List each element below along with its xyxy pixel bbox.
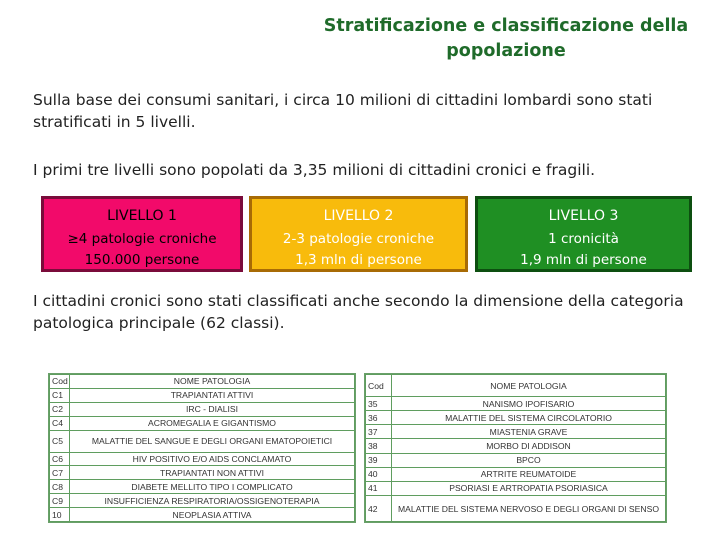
table-row	[366, 425, 666, 439]
table-row	[50, 388, 355, 402]
level-2-title: LIVELLO 2	[323, 208, 394, 224]
cell-code: 40	[366, 467, 392, 481]
cell-code: 41	[366, 481, 392, 495]
cell-name: MALATTIE DEL SISTEMA NERVOSO E DEGLI ORGANI DI SENSO	[392, 496, 666, 522]
cell-code: 37	[366, 425, 392, 439]
cell-code: 42	[366, 496, 392, 522]
level-2-line1: 2-3 patologie croniche	[282, 231, 435, 247]
table-row	[366, 481, 666, 495]
cell-code: 39	[366, 453, 392, 467]
level-1-line2: 150.000 persone	[84, 252, 200, 268]
column-header-cod: Cod	[366, 375, 392, 397]
cell-code: 36	[366, 411, 392, 425]
paragraph-stratification: Sulla base dei consumi sanitari, i circa 10 milioni di cittadini lombardi sono stati stratificati in 5 livelli.	[33, 91, 653, 131]
paragraph-classification: I cittadini cronici sono stati classificati anche secondo la dimensione della categoria patologica principale (62 classi).	[33, 292, 684, 332]
table-row	[50, 430, 355, 452]
table-row	[50, 466, 355, 480]
cell-name: NANISMO IPOFISARIO	[392, 397, 666, 411]
table-row	[50, 508, 355, 522]
cell-code: C6	[50, 452, 70, 466]
level-2-box	[249, 196, 468, 272]
cell-code: C5	[50, 430, 70, 452]
table-row	[50, 452, 355, 466]
cell-name: ACROMEGALIA E GIGANTISMO	[70, 416, 355, 430]
level-3-title: LIVELLO 3	[548, 208, 619, 224]
slide-title-line1: Stratificazione e classificazione della	[323, 16, 689, 36]
table-row	[366, 496, 666, 522]
cell-code: C8	[50, 480, 70, 494]
table-row	[366, 439, 666, 453]
table-row	[366, 397, 666, 411]
level-3-box	[475, 196, 692, 272]
cell-name: PSORIASI E ARTROPATIA PSORIASICA	[392, 481, 666, 495]
cell-name: ARTRITE REUMATOIDE	[392, 467, 666, 481]
paragraph-first-three-levels: I primi tre livelli sono popolati da 3,35 milioni di cittadini cronici e fragili.	[33, 161, 596, 179]
cell-name: TRAPIANTATI ATTIVI	[70, 388, 355, 402]
cell-code: C4	[50, 416, 70, 430]
table-row	[366, 411, 666, 425]
table-row	[50, 480, 355, 494]
level-1-line1: ≥4 patologie croniche	[67, 231, 217, 247]
column-header-name: NOME PATOLOGIA	[70, 375, 355, 389]
cell-name: TRAPIANTATI NON ATTIVI	[70, 466, 355, 480]
cell-name: MIASTENIA GRAVE	[392, 425, 666, 439]
cell-name: MALATTIE DEL SANGUE E DEGLI ORGANI EMATOPOIETICI	[70, 430, 355, 452]
level-1-box	[41, 196, 243, 272]
cell-name: HIV POSITIVO E/O AIDS CONCLAMATO	[70, 452, 355, 466]
slide-title	[300, 14, 712, 64]
table-row	[50, 494, 355, 508]
cell-code: 38	[366, 439, 392, 453]
column-header-name: NOME PATOLOGIA	[392, 375, 666, 397]
cell-name: MALATTIE DEL SISTEMA CIRCOLATORIO	[392, 411, 666, 425]
cell-name: MORBO DI ADDISON	[392, 439, 666, 453]
pathology-table-right	[364, 373, 667, 523]
table-header-row	[50, 375, 355, 389]
level-3-line2: 1,9 mln di persone	[520, 252, 647, 268]
level-2-line2: 1,3 mln di persone	[295, 252, 422, 268]
table-header-row	[366, 375, 666, 397]
cell-code: C2	[50, 402, 70, 416]
column-header-cod: Cod	[50, 375, 70, 389]
table-row	[50, 402, 355, 416]
cell-name: INSUFFICIENZA RESPIRATORIA/OSSIGENOTERAPIA	[70, 494, 355, 508]
cell-code: C7	[50, 466, 70, 480]
cell-code: C1	[50, 388, 70, 402]
cell-name: NEOPLASIA ATTIVA	[70, 508, 355, 522]
cell-name: IRC - DIALISI	[70, 402, 355, 416]
cell-name: BPCO	[392, 453, 666, 467]
cell-code: C9	[50, 494, 70, 508]
table-row	[366, 467, 666, 481]
table-row	[366, 453, 666, 467]
cell-name: DIABETE MELLITO TIPO I COMPLICATO	[70, 480, 355, 494]
level-3-line1: 1 cronicità	[548, 231, 619, 247]
pathology-table-left	[48, 373, 356, 523]
level-1-title: LIVELLO 1	[107, 208, 177, 224]
table-row	[50, 416, 355, 430]
cell-code: 35	[366, 397, 392, 411]
slide-title-line2: popolazione	[446, 41, 566, 61]
cell-code: 10	[50, 508, 70, 522]
